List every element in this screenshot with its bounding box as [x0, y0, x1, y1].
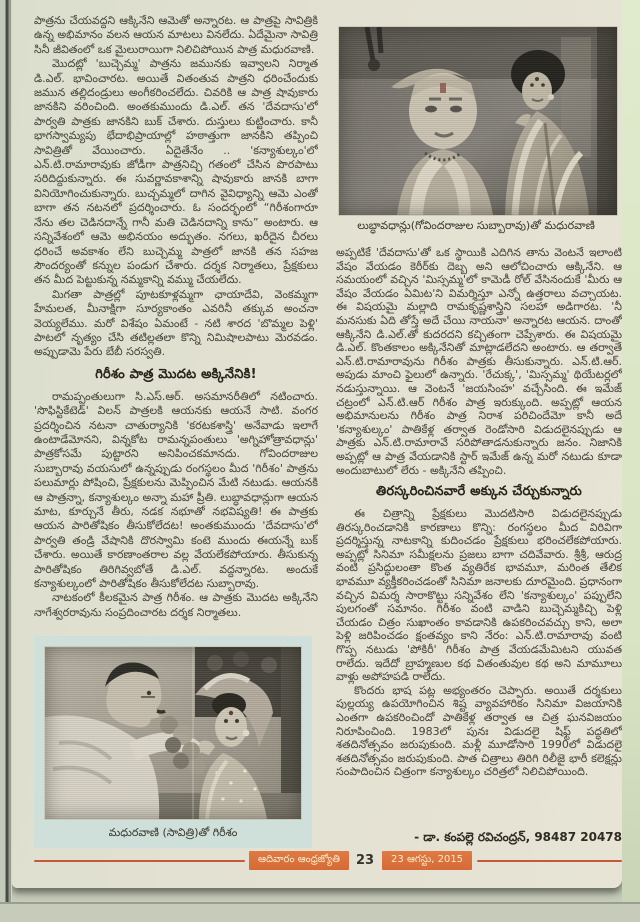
- page-edge-bottom: [0, 902, 640, 922]
- left-column: [34, 14, 318, 632]
- photo-illustration: [45, 647, 301, 819]
- article-paragraph: రామప్పంతులుగా సి.ఎస్.ఆర్. అసమానరీతిలో నటించారు. 'సొఫిస్టికేటెడ్' విలన్ పాత్రలకి ఆయనకు ఆయనే సాటి. వంగర ప్రదర్శించిన నటనా చాతుర్యానికి 'కరటకశాస్త్రి' అనేవాడు ఇలాగే ఉంటాడేమోనని, విన్నకోట రామన్నపంతులు 'అగ్నిహోత్రావధాన్లు' పాత్రకోసమే పుట్టారని అనిపించకమానదు. గోవిందరాజుల సుబ్బారావు వయసులో ఉన్నప్పుడు రంగస్థలం మీద 'గిరీశం' పాత్రను పలుమార్లు పోషించి, ప్రేక్షకులను మెప్పించిన మేటి నటుడు. ఆయనకి ఆ పాత్రన్నా, కన్యాశుల్కం అన్నా మహా ప్రీతి. లుబ్ధావధాన్లుగా ఆయన మాట, కూర్చునే తీరు, నడక నభూతో నభవిష్యతి! ఈ పాత్రకు ఆయన పారితోషికం తీసుకోలేదట! అంతకుముందు 'దేవదాసు'లో పార్వతి తండ్రి వేషానికి దొరస్వామి కంటె ముందు ఈయన్నే బుక్ చేశారు. అయితే కారణాంతరాల వల్ల వేయలేకపోయారు. తీసుకున్న పారితోషికం తిరిగివ్వబోతే డి.ఎల్. వద్దన్నారట. అందుకే కన్యాశుల్కంలో పారితోషికం తీసుకోలేదట సుబ్బారావు.: [34, 389, 318, 591]
- photo-girisham-with-madhuravani-savitri: [44, 646, 302, 820]
- page-edge-right: [622, 0, 640, 904]
- photo-caption: మధురవాణి (సావిత్రి)తో గిరీశం: [108, 826, 238, 839]
- photo-lubdhavadhanlu-with-madhuravani: [338, 26, 618, 216]
- photo-illustration: [339, 27, 617, 215]
- page-number: 23: [355, 853, 375, 868]
- date-badge: 23 ఆగస్టు, 2015: [382, 851, 472, 870]
- footer-rule-left: [34, 860, 245, 862]
- section-heading-rejected-then-embraced: తిరస్కరించినవారే అక్కున చేర్చుకున్నారు: [376, 484, 582, 500]
- article-paragraph: మొదట్లో 'బుచ్చెమ్మ' పాత్రను జమునకు ఇవ్వాలని నిర్మాత డి.ఎల్. భావించారట. అయితే వితంతువ పాత్రని ధరించేందుకు జమున తల్లిదండ్రులు అంగీకరించలేదు. చివరికి ఆ పాత్ర షావుకారు జానకిని వరించింది. అంతకుముందు డి.ఎల్. తన 'దేవదాసు'లో పార్వతి పాత్రకు జానకిని బుక్ చేశారు. దుస్తులు కుట్టించారు. కానీ భాగస్వామ్యపు భేదాభిప్రాయాల్లో హఠాత్తుగా జానకిని తప్పించి సావిత్రితో వేయించారు. ఏదైతేనేం .. 'కన్యాశుల్కం'లో ఎన్.టి.రామారావుకు జోడీగా పాత్రనిచ్చి గతంలో చేసిన పొరపాటు సరిదిద్దుకున్నారు. ఈ సువర్ణావకాశాన్ని షావుకారు జానకి బాగా వినియోగించుకున్నారు. బుచ్చమ్మలో దాగిన వైవిధ్యాన్ని ఆమె ఎంతో బాగా తన నటనలో ప్రదర్శించారు. ఓ సందర్భంలో “గిరీశంగారూ నేను తల చెడినదాన్నే గానీ మతి చెడినదాన్ని కాను” అంటారు. ఆ సన్నివేశంలో ఆమె అభినయం అద్భుతం. నగలు, ఖరీదైన చీరలు ధరించే అవకాశం లేని బుచ్చెమ్మ పాత్రలో జానకి తన సహజ సౌందర్యంతో కన్నుల పండుగ చేశారు. దర్శక నిర్మాతలు, ప్రేక్షకులు తన మీద పెట్టుకున్న నమ్మకాన్ని వమ్ము చేయలేదు.: [34, 57, 318, 287]
- page-footer: [34, 851, 630, 870]
- article-paragraph: అప్పటికే 'దేవదాసు'తో ఒక స్థాయికి ఎదిగిన తాను వెంటనే ఇలాంటి వేషం వేయడం కెరీర్‌కు దెబ్బ అని ఆలోచించారు ఆక్కినేని. ఆ సమయంలో వచ్చిన 'మిస్సమ్మ'లో కామెడీ రోల్ వేసినందుకే 'మీరు ఆ వేషం వేయడం ఏమిట'ని విమర్శిస్తూ ఎన్నో ఉత్తరాలు వచ్చాయట. ఈ విషయమై మల్లాది రామకృష్ణశాస్త్రిని సలహా అడిగారట. 'నీ మనసుకు ఏది తోస్తే అదే చేయి నాయనా' అన్నారట ఆయన. దాంతో ఆక్కినేని డి.ఎల్.తో కుదరదని కచ్చితంగా చెప్పేశారు. ఈ విషయమై డి.ఎల్. కొంతకాలం అక్కినేనితో మాట్లాడలేదని అంటారు. ఆ తర్వాతే ఎన్.టి.రామారావును గిరీశం పాత్రకు తీసుకున్నారు. ఎన్.టి.ఆర్. అపుడు మాంచి ఫైలులో ఉన్నారు. 'రేచుక్క', 'మిస్సమ్మ' థియేటర్లలో నడుస్తున్నాయి. ఆ వెంటనే 'జయసింహ' వచ్చేసింది. ఈ ఇమేజ్ చట్రంలో ఎన్.టి.ఆర్ గిరీశం పాత్ర ఇరుక్కుంది. అప్పట్లో ఆయన అభిమానులను గిరీశం పాత్ర నిరాశ పరిచిందేమో కానీ అదే 'కన్యాశుల్కం' పాతికేళ్ల తర్వాత రెండోసారి విడుదలైనప్పుడు ఆ పాత్రకు ఎన్.టి.రామారావే సరిపోతాడనుకున్నారు జనం. నిజానికి అప్పట్లో ఆ పాత్ర వేయడానికి స్టార్ ఇమేజ్ ఉన్న మరో నటుడు కూడా అందుబాటులో లేరు - అక్కినేని తప్పించి.: [336, 246, 622, 477]
- photo-caption: లుబ్ధావధాన్లు(గోవిందరాజుల సుబ్బారావు)తో మధురవాణి: [357, 219, 595, 232]
- article-paragraph: ఈ చిత్రాన్ని ప్రేక్షకులు మొదటిసారి విడుదలైనప్పుడు తిరస్కరించడానికి కారణాలు కొన్ని: రంగస్థలం మీద విరివిగా ప్రదర్శిస్తున్న నాటకాన్ని కుదించడం ప్రేక్షకులు భరించలేకపోయారు. అప్పట్లో సినిమా సమీక్షలను ప్రజలు బాగా చదివేవారు. శ్రీశ్రీ, ఆరుద్ర వంటి ప్రసిద్ధులంతా కొంత వ్యతిరేక భావమూ, మరింత తేలిక భావమూ వ్యక్తీకరించడంతో సినిమా జనాలకు దూరమైంది. ప్రధానంగా వచ్చిన విమర్శ సారాకొట్టు సన్నివేశం లేని 'కన్యాశుల్కం' పప్పులేని పులగంతో సమానం. గిరీశం వంటి వాడిని బుచ్చెమ్మకిచ్చి పెళ్లి చేయడం చిత్రం సుఖాంతం కావడానికి ఉపకరించవచ్చు కాని, అలా పెళ్లి జరిపించడం క్షంతవ్యం కాని నేరం: ఎన్.టి.రామారావు వంటి గొప్ప నటుడు 'పోకిరీ' గిరీశం పాత్ర వేయడమేమిటని యువత రాలేదు. ఇదేదో బ్రాహ్మణుల కథ వితంతువుల కథ అని మామూలు వాళ్లు అపోహపడి రాలేదు.: [336, 507, 622, 684]
- article-paragraph: మిగతా పాత్రల్లో పూటకూళ్లమ్మగా ఛాయాదేవి, వెంకమ్మగా హేమలత, మీనాక్షిగా సూర్యకాంతం ఎవరినీ తక్కువ అంచనా వెయ్యలేము. మరో విశేషం ఏమంటే - నటి శారద 'బొమ్మల పెళ్లి' పాటలో నృత్యం చేసి తటిల్లతలా కొన్ని నిమిషాలపాటు మెరవడం. అప్పుడామె పేరు బేబీ సరస్వతి.: [34, 287, 318, 359]
- photo-panel: [34, 636, 312, 848]
- masthead-badge: ఆదివారం ఆంధ్రజ్యోతి: [249, 851, 349, 870]
- article-paragraph: నాటకంలో కీలకమైన పాత్ర గిరీశం. ఆ పాత్రకు మొదట అక్కినేని నాగేశ్వరరావును సంప్రదించారట దర్శక నిర్మాతలు.: [34, 591, 318, 619]
- right-column: [336, 246, 622, 826]
- article-paragraph: పాత్రను చేయవద్దని ఆక్కినేని ఆమెతో అన్నారట. ఆ పాత్రపై సావిత్రికి ఉన్న అభిమానం వలన ఆయన మాటలు వినలేదు. ఏదేమైనా సావిత్రి సినీ జీవితంలో ఒక మైలురాయిగా నిలిచిపోయిన పాత్ర మధురవాణి.: [34, 14, 318, 56]
- author-byline: - డా. కంపల్లె రవిచంద్రన్, 98487 20478: [414, 830, 622, 844]
- article-paragraph: కొందరు భాష పట్ల అభ్యంతరం చెప్పారు. అయితే దర్శకులు పుల్లయ్య ఉపయోగించిన శిష్ట వ్యావహారికం సినిమా విజయానికి ఎంతగా ఉపకరించిందో పాతికేళ్ల తర్వాత ఆ చిత్ర ఘనవిజయం నిరూపించింది. 1983లో పునః విడుదలై షిఫ్ట్ పద్ధతిలో శతదినోత్సవం జరుపుకుంది. మళ్లీ మూడోసారి 1990లో విడుదలై శతదినోత్సవం జరుపుకుంది. పాత చిత్రాలు తిరిగి రిలీజై భారీ కలెక్షన్లు సంపాదించిన చిత్రంగా కన్యాశుల్కం చరిత్రలో నిలిచిపోయింది.: [336, 683, 622, 779]
- footer-rule-right: [477, 860, 622, 862]
- section-heading-girisham-first-to-anr: గిరీశం పాత్ర మొదట అక్కినేనికి!: [95, 366, 257, 382]
- page-spine-fold: [0, 0, 12, 904]
